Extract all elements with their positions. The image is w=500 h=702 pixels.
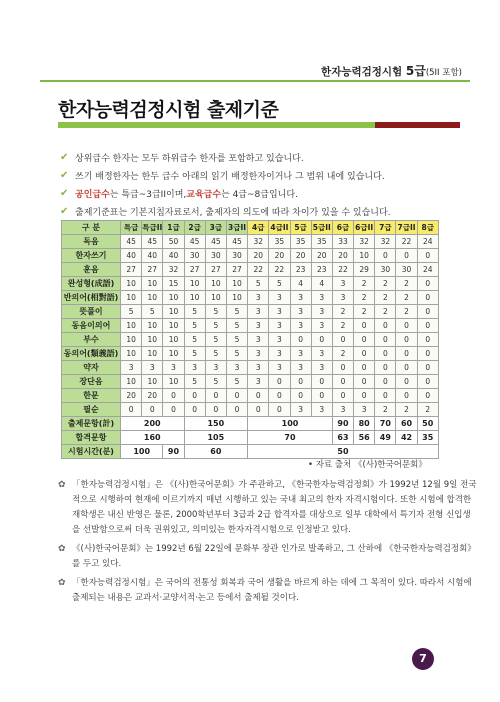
table-cell: 32: [354, 235, 375, 249]
table-cell: 0: [269, 389, 290, 403]
table-cell: 24: [417, 235, 438, 249]
table-row: [62, 305, 439, 319]
table-cell: 23: [290, 263, 311, 277]
table-cell: 10: [121, 347, 142, 361]
table-cell: 0: [396, 249, 417, 263]
table-cell: 3: [311, 361, 332, 375]
table-cell: 5: [248, 277, 269, 291]
table-cell: 2: [332, 305, 353, 319]
table-cell: 5: [205, 319, 226, 333]
table-cell: 5: [205, 375, 226, 389]
table-cell: 22: [396, 235, 417, 249]
table-cell: 0: [354, 347, 375, 361]
table-cell: 2: [375, 277, 396, 291]
row-label: 동음이의어: [62, 319, 121, 333]
table-cell: 0: [396, 319, 417, 333]
table-cell: 4: [290, 277, 311, 291]
table-cell: 2: [396, 403, 417, 417]
table-cell: 10: [121, 375, 142, 389]
summary-cell: 80: [354, 417, 375, 431]
table-cell: 3: [205, 361, 226, 375]
table-cell: 45: [142, 235, 163, 249]
table-cell: 0: [354, 375, 375, 389]
summary-cell: 50: [417, 417, 438, 431]
table-cell: 3: [332, 291, 353, 305]
row-label: 독음: [62, 235, 121, 249]
table-cell: 5: [226, 347, 247, 361]
table-row: [62, 333, 439, 347]
row-label: 출제문항(計): [62, 417, 121, 431]
table-cell: 2: [375, 403, 396, 417]
level-header: 2급: [184, 221, 205, 235]
table-cell: 5: [184, 333, 205, 347]
table-cell: 2: [332, 319, 353, 333]
summary-cell: 90: [163, 445, 184, 459]
table-cell: 0: [417, 375, 438, 389]
table-cell: 0: [226, 403, 247, 417]
table-cell: 3: [248, 361, 269, 375]
level-header: 특급: [121, 221, 142, 235]
level-header: 6급: [332, 221, 353, 235]
table-cell: 0: [290, 389, 311, 403]
table-cell: 2: [354, 277, 375, 291]
table-cell: 2: [396, 277, 417, 291]
level-header: 7급II: [396, 221, 417, 235]
level-header: 5급II: [311, 221, 332, 235]
table-cell: 10: [163, 347, 184, 361]
table-cell: 0: [375, 375, 396, 389]
table-cell: 0: [396, 361, 417, 375]
table-cell: 45: [184, 235, 205, 249]
summary-cell: 50: [248, 445, 439, 459]
table-cell: 22: [332, 263, 353, 277]
table-cell: 10: [163, 333, 184, 347]
table-cell: 35: [269, 235, 290, 249]
table-cell: 3: [332, 277, 353, 291]
table-cell: 20: [311, 249, 332, 263]
table-cell: 0: [332, 389, 353, 403]
table-cell: 10: [142, 347, 163, 361]
bullet-item: ✔ 쓰기 배정한자는 한두 급수 아래의 읽기 배정한자이거나 그 범위 내에 있습니다.: [60, 170, 385, 182]
table-cell: 0: [332, 361, 353, 375]
table-cell: 5: [226, 305, 247, 319]
table-cell: 0: [332, 375, 353, 389]
table-cell: 32: [248, 235, 269, 249]
row-label: 약자: [62, 361, 121, 375]
summary-cell: 60: [184, 445, 248, 459]
table-cell: 0: [163, 403, 184, 417]
table-cell: 0: [396, 375, 417, 389]
table-row: [62, 235, 439, 249]
level-header: 7급: [375, 221, 396, 235]
table-cell: 2: [354, 305, 375, 319]
table-cell: 0: [184, 389, 205, 403]
table-cell: 0: [417, 277, 438, 291]
table-row: [62, 347, 439, 361]
level-header: 8급: [417, 221, 438, 235]
table-cell: 32: [163, 263, 184, 277]
table-cell: 10: [184, 277, 205, 291]
table-cell: 3: [142, 361, 163, 375]
table-row: [62, 291, 439, 305]
summary-cell: 90: [332, 417, 353, 431]
table-cell: 0: [354, 389, 375, 403]
table-cell: 45: [205, 235, 226, 249]
level-header: 3급II: [226, 221, 247, 235]
table-cell: 0: [142, 403, 163, 417]
summary-cell: 70: [248, 431, 333, 445]
table-cell: 10: [142, 375, 163, 389]
table-cell: 2: [396, 305, 417, 319]
level-header: 특급II: [142, 221, 163, 235]
summary-cell: 100: [248, 417, 333, 431]
table-cell: 0: [417, 347, 438, 361]
flower-bullet-icon: ✿: [58, 480, 66, 490]
table-cell: 10: [142, 333, 163, 347]
table-cell: 10: [226, 277, 247, 291]
table-cell: 3: [248, 319, 269, 333]
table-cell: 20: [121, 389, 142, 403]
level-header: 4급: [248, 221, 269, 235]
table-cell: 5: [184, 347, 205, 361]
table-row: [62, 263, 439, 277]
row-label: 시험시간(분): [62, 445, 121, 459]
table-cell: 3: [311, 305, 332, 319]
level-header: 4급II: [269, 221, 290, 235]
table-cell: 0: [311, 333, 332, 347]
table-cell: 33: [332, 235, 353, 249]
table-cell: 0: [354, 319, 375, 333]
page-title: 한자능력검정시험 출제기준: [58, 99, 279, 121]
table-cell: 3: [311, 347, 332, 361]
table-cell: 0: [354, 333, 375, 347]
table-cell: 3: [269, 291, 290, 305]
table-cell: 10: [121, 319, 142, 333]
table-cell: 0: [269, 375, 290, 389]
row-label: 반의어(相對語): [62, 291, 121, 305]
table-cell: 0: [311, 375, 332, 389]
table-cell: 0: [311, 389, 332, 403]
table-cell: 0: [375, 249, 396, 263]
table-cell: 10: [142, 277, 163, 291]
summary-row: [62, 445, 439, 459]
row-label: 완성형(成語): [62, 277, 121, 291]
table-cell: 5: [205, 333, 226, 347]
table-cell: 10: [354, 249, 375, 263]
note-item: ✿ 「한자능력검정시험」은 《(사)한국어문회》가 주관하고, 《한국한자능력검정회》가 1992년 12월 9일 전국적으로 시행하여 현재에 이르기까지 매년 시행하고 있는 국내 최고의 한자 자격시험이다. 또한 시험에 합격한 재학생은 내신 반영은 물론, 2000학년부터 3급과 2급 합격자를 대상으로 일부 대학에서 특기자 전형 신입생을 선발함으로써 더욱 권위있고, 의미있는 한자자격시험으로 인정받고 있다.: [58, 478, 478, 538]
table-cell: 3: [354, 403, 375, 417]
table-cell: 0: [417, 361, 438, 375]
table-row: [62, 403, 439, 417]
table-row: [62, 375, 439, 389]
row-label: 한문: [62, 389, 121, 403]
table-cell: 0: [417, 333, 438, 347]
summary-cell: 200: [121, 417, 185, 431]
check-icon: ✔: [60, 170, 69, 181]
level-header: 6급II: [354, 221, 375, 235]
running-header: [321, 62, 462, 79]
table-cell: 10: [142, 291, 163, 305]
level-header: 3급: [205, 221, 226, 235]
check-icon: ✔: [60, 206, 69, 217]
bullet-item: ✔ 상위급수 한자는 모두 하위급수 한자를 포함하고 있습니다.: [60, 152, 304, 164]
header-divider: [40, 80, 470, 82]
check-icon: ✔: [60, 152, 69, 163]
table-cell: 27: [184, 263, 205, 277]
summary-row: [62, 431, 439, 445]
table-cell: 4: [311, 277, 332, 291]
table-cell: 3: [121, 361, 142, 375]
table-cell: 3: [226, 361, 247, 375]
table-cell: 10: [121, 291, 142, 305]
table-cell: 5: [142, 305, 163, 319]
table-cell: 0: [205, 403, 226, 417]
table-cell: 0: [417, 389, 438, 403]
table-cell: 10: [184, 291, 205, 305]
summary-cell: 56: [354, 431, 375, 445]
table-cell: 0: [375, 347, 396, 361]
table-cell: 3: [290, 403, 311, 417]
table-cell: 10: [142, 319, 163, 333]
summary-cell: 100: [121, 445, 163, 459]
table-cell: 27: [205, 263, 226, 277]
table-cell: 0: [417, 319, 438, 333]
table-cell: 30: [375, 263, 396, 277]
table-cell: 45: [226, 235, 247, 249]
flower-bullet-icon: ✿: [58, 578, 66, 588]
table-cell: 0: [375, 319, 396, 333]
header-grade: 5급: [405, 64, 426, 78]
table-cell: 5: [226, 375, 247, 389]
table-cell: 5: [121, 305, 142, 319]
table-cell: 5: [269, 277, 290, 291]
bullet-item: ✔ 출제기준표는 기본지침자료로서, 출제자의 의도에 따라 차이가 있을 수 있습니다.: [60, 206, 391, 218]
note-item: ✿ 《(사)한국어문회》는 1992년 6월 22일에 문화부 장관 인가로 발족하고, 그 산하에 《한국한자능력검정회》를 두고 있다.: [58, 542, 478, 572]
summary-cell: 42: [396, 431, 417, 445]
summary-row: [62, 417, 439, 431]
table-cell: 3: [248, 347, 269, 361]
table-header-row: [62, 221, 439, 235]
summary-cell: 105: [184, 431, 248, 445]
note-item: ✿ 「한자능력검정시험」은 국어의 전통성 회복과 국어 생활을 바르게 하는 데에 그 목적이 있다. 따라서 시험에 출제되는 내용은 교과서·교양서적·논고 등에서 출제될 것이다.: [58, 576, 478, 606]
table-cell: 32: [375, 235, 396, 249]
header-book: 한자능력검정시험: [321, 66, 403, 78]
table-cell: 45: [121, 235, 142, 249]
table-cell: 27: [121, 263, 142, 277]
table-cell: 3: [290, 291, 311, 305]
table-cell: 2: [375, 305, 396, 319]
source-note: • 자료 출처 《(사)한국어문회》: [308, 460, 427, 470]
table-cell: 35: [311, 235, 332, 249]
table-cell: 0: [396, 347, 417, 361]
table-cell: 3: [163, 361, 184, 375]
table-cell: 5: [226, 333, 247, 347]
table-row: [62, 249, 439, 263]
table-cell: 40: [121, 249, 142, 263]
table-cell: 3: [269, 319, 290, 333]
table-cell: 0: [375, 361, 396, 375]
row-label: 부수: [62, 333, 121, 347]
table-cell: 3: [290, 361, 311, 375]
table-cell: 22: [248, 263, 269, 277]
table-cell: 0: [354, 361, 375, 375]
summary-cell: 150: [184, 417, 248, 431]
table-cell: 0: [248, 389, 269, 403]
page-number-badge: 7: [412, 648, 434, 670]
table-cell: 3: [248, 305, 269, 319]
table-cell: 50: [163, 235, 184, 249]
table-cell: 0: [184, 403, 205, 417]
table-cell: 20: [269, 249, 290, 263]
table-cell: 0: [290, 375, 311, 389]
table-cell: 0: [396, 389, 417, 403]
level-header: 1급: [163, 221, 184, 235]
table-cell: 0: [205, 389, 226, 403]
row-label: 뜻풀이: [62, 305, 121, 319]
table-cell: 3: [311, 291, 332, 305]
table-cell: 20: [248, 249, 269, 263]
table-cell: 0: [417, 249, 438, 263]
table-cell: 3: [248, 375, 269, 389]
table-cell: 3: [311, 319, 332, 333]
header-sub: (5II 포함): [425, 68, 462, 78]
table-row: [62, 319, 439, 333]
table-corner-header: 구 분: [62, 221, 121, 235]
table-cell: 0: [269, 403, 290, 417]
row-label: 장단음: [62, 375, 121, 389]
table-cell: 30: [184, 249, 205, 263]
exam-criteria-table: [61, 220, 439, 459]
table-cell: 24: [417, 263, 438, 277]
summary-cell: 35: [417, 431, 438, 445]
table-cell: 22: [269, 263, 290, 277]
table-cell: 3: [332, 403, 353, 417]
table-cell: 5: [226, 319, 247, 333]
table-cell: 2: [417, 403, 438, 417]
table-cell: 0: [332, 333, 353, 347]
row-label: 필순: [62, 403, 121, 417]
summary-cell: 60: [396, 417, 417, 431]
title-underline: [58, 122, 460, 128]
table-cell: 5: [205, 305, 226, 319]
table-cell: 0: [290, 333, 311, 347]
table-cell: 35: [290, 235, 311, 249]
table-cell: 2: [396, 291, 417, 305]
table-cell: 2: [354, 291, 375, 305]
bullet-list: [60, 151, 480, 223]
table-cell: 10: [163, 319, 184, 333]
notes-section: [58, 478, 478, 610]
table-cell: 40: [142, 249, 163, 263]
table-cell: 3: [269, 361, 290, 375]
table-cell: 3: [269, 333, 290, 347]
table-cell: 20: [142, 389, 163, 403]
row-label: 훈음: [62, 263, 121, 277]
table-cell: 3: [269, 305, 290, 319]
table-cell: 23: [311, 263, 332, 277]
table-cell: 0: [163, 389, 184, 403]
table-cell: 0: [417, 291, 438, 305]
table-cell: 0: [121, 403, 142, 417]
summary-cell: 63: [332, 431, 353, 445]
table-cell: 3: [290, 347, 311, 361]
table-cell: 40: [163, 249, 184, 263]
table-cell: 2: [375, 291, 396, 305]
table-cell: 30: [205, 249, 226, 263]
table-cell: 3: [311, 403, 332, 417]
table-cell: 0: [417, 305, 438, 319]
check-icon: ✔: [60, 188, 69, 199]
table-cell: 27: [142, 263, 163, 277]
table-cell: 5: [205, 347, 226, 361]
summary-cell: 160: [121, 431, 185, 445]
table-cell: 10: [205, 277, 226, 291]
table-cell: 10: [121, 333, 142, 347]
table-row: [62, 277, 439, 291]
table-cell: 5: [184, 305, 205, 319]
table-cell: 3: [290, 305, 311, 319]
table-cell: 3: [248, 291, 269, 305]
table-cell: 15: [163, 277, 184, 291]
bullet-item: ✔ 공인급수 는 특급~3급II이며, 교육급수 는 4급~8급입니다.: [60, 188, 298, 200]
table-cell: 27: [226, 263, 247, 277]
row-label: 동의어(類義語): [62, 347, 121, 361]
table-cell: 3: [269, 347, 290, 361]
table-cell: 30: [396, 263, 417, 277]
table-cell: 0: [396, 333, 417, 347]
table-cell: 10: [163, 291, 184, 305]
table-cell: 10: [163, 305, 184, 319]
table-cell: 10: [163, 375, 184, 389]
table-cell: 3: [184, 361, 205, 375]
table-cell: 0: [375, 333, 396, 347]
table-cell: 10: [205, 291, 226, 305]
table-cell: 10: [226, 291, 247, 305]
flower-bullet-icon: ✿: [58, 544, 66, 554]
table-cell: 10: [121, 277, 142, 291]
table-cell: 30: [226, 249, 247, 263]
row-label: 한자쓰기: [62, 249, 121, 263]
table-cell: 0: [226, 389, 247, 403]
table-cell: 0: [375, 389, 396, 403]
table-cell: 29: [354, 263, 375, 277]
level-header: 5급: [290, 221, 311, 235]
table-row: [62, 389, 439, 403]
row-label: 합격문항: [62, 431, 121, 445]
table-cell: 2: [332, 347, 353, 361]
summary-cell: 49: [375, 431, 396, 445]
table-cell: 3: [290, 319, 311, 333]
table-cell: 5: [184, 319, 205, 333]
table-cell: 20: [332, 249, 353, 263]
table-cell: 20: [290, 249, 311, 263]
table-cell: 0: [248, 403, 269, 417]
table-row: [62, 361, 439, 375]
table-cell: 3: [248, 333, 269, 347]
summary-cell: 70: [375, 417, 396, 431]
table-cell: 5: [184, 375, 205, 389]
